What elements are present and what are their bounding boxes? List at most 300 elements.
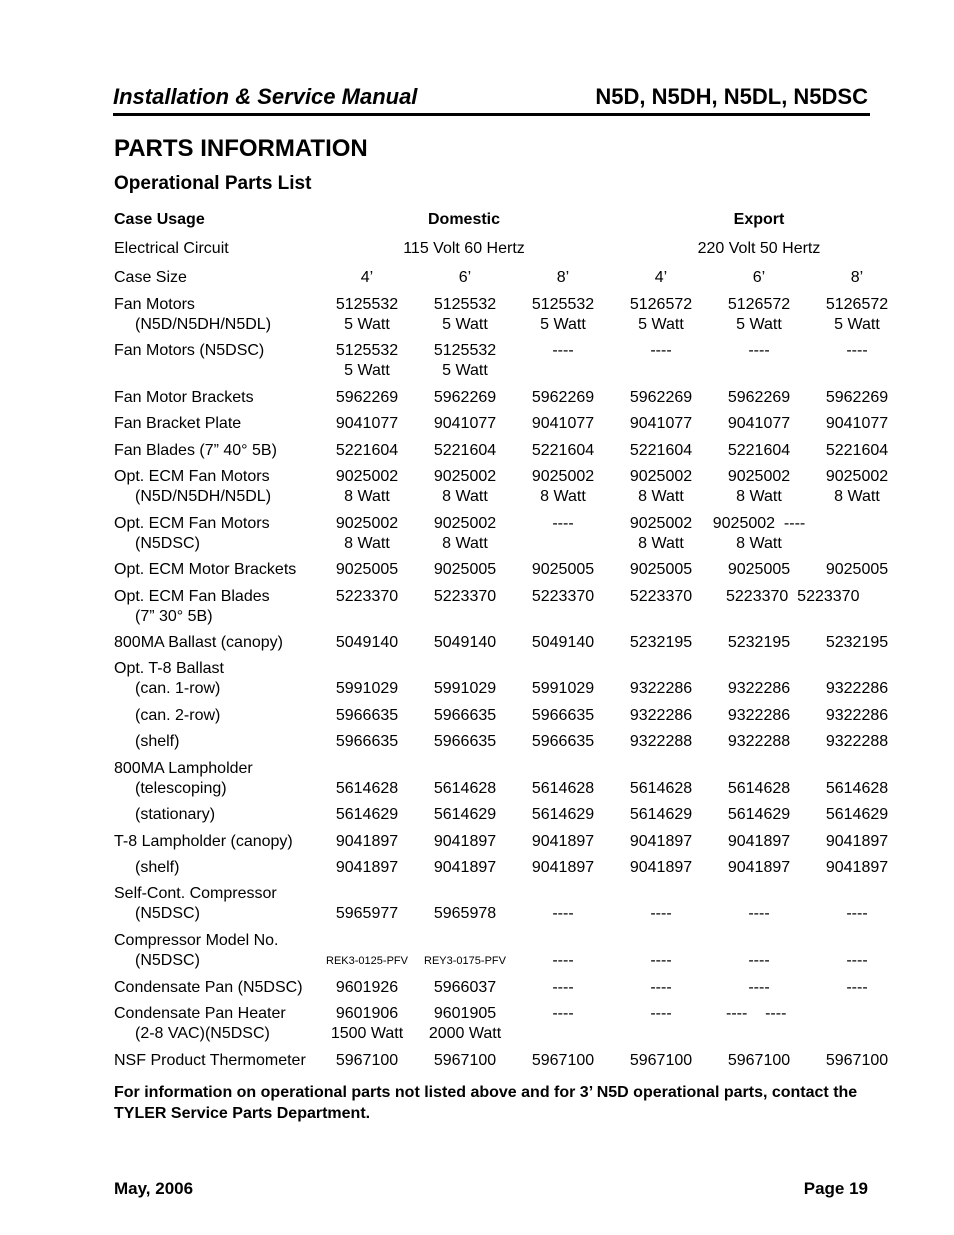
part-number: ----: [552, 515, 574, 532]
part-number-cell: [711, 1004, 822, 1024]
part-number: [319, 884, 415, 904]
part-spec: 5 Watt: [442, 362, 488, 379]
part-number-cell: [319, 659, 415, 699]
part-number-cell: [515, 414, 611, 434]
part-qualifier: (2-8 VAC)(N5DSC): [135, 1025, 270, 1042]
part-number-cell: [613, 295, 709, 335]
part-spec: 8 Watt: [344, 535, 390, 552]
part-number: 5125532: [335, 342, 399, 359]
part-number-cell: [319, 467, 415, 507]
part-number: ----: [552, 1005, 574, 1022]
part-spec: 8 Watt: [736, 488, 782, 505]
part-number: [809, 659, 905, 679]
part-number: 5962269: [727, 389, 791, 406]
part-number-cell: [613, 732, 709, 752]
part-number: 5221604: [727, 442, 791, 459]
part-spec: REY3-0175-PFV: [424, 955, 506, 967]
part-spec: 5 Watt: [540, 316, 586, 333]
part-qualifier: (shelf): [135, 859, 180, 876]
part-number: 9025005: [727, 561, 791, 578]
part-name: Opt. ECM Fan Blades: [114, 588, 270, 605]
part-number: [417, 759, 513, 779]
part-number-cell: [417, 1004, 513, 1044]
part-number-cell: [515, 931, 611, 971]
part-label: [114, 978, 303, 998]
part-number: 5967100: [531, 1052, 595, 1069]
part-number: 9025002: [727, 468, 791, 485]
case-size-cell: 6’: [458, 269, 472, 286]
part-number: [613, 931, 709, 951]
part-number: 9025005: [825, 561, 889, 578]
part-number: [711, 759, 807, 779]
part-spec: 8 Watt: [442, 535, 488, 552]
part-number-cell: [809, 732, 905, 752]
part-name: Opt. ECM Fan Motors: [114, 515, 270, 532]
part-number-cell: [809, 858, 905, 878]
part-number: 9322286: [629, 707, 693, 724]
part-spec: 5965978: [433, 905, 497, 922]
part-number-cell: [319, 560, 415, 580]
case-size-cell: 4’: [654, 269, 668, 286]
part-spec: ----: [650, 952, 672, 969]
part-number-cell: [711, 805, 807, 825]
part-number-cell: [515, 295, 611, 335]
part-number: 9041077: [825, 415, 889, 432]
part-number: 9025002: [433, 515, 497, 532]
part-number: 9041897: [727, 833, 791, 850]
part-label: [114, 467, 271, 507]
part-name: Opt. T-8 Ballast: [114, 660, 224, 677]
part-number: [613, 884, 709, 904]
part-number-cell: [319, 295, 415, 335]
part-number: [809, 1004, 905, 1024]
part-label: [114, 587, 270, 627]
part-number: [417, 931, 513, 951]
part-number: 5967100: [335, 1052, 399, 1069]
part-number-cell: [515, 732, 611, 752]
part-name: T-8 Lampholder (canopy): [114, 833, 293, 850]
part-number: 5049140: [531, 634, 595, 651]
part-number-cell: [613, 633, 709, 653]
part-spec: 5 Watt: [736, 316, 782, 333]
part-number-cell: [613, 858, 709, 878]
part-number: 9041077: [433, 415, 497, 432]
part-number: 5232195: [629, 634, 693, 651]
domestic-circuit: 115 Volt 60 Hertz: [403, 240, 525, 257]
part-number-cell: [417, 414, 513, 434]
part-spec: 5 Watt: [344, 316, 390, 333]
part-number-cell: [711, 633, 807, 653]
case-size-cell: 6’: [752, 269, 766, 286]
part-label: [114, 560, 296, 580]
part-qualifier: (N5D/N5DH/N5DL): [135, 488, 272, 505]
part-number: [613, 759, 709, 779]
part-number: 9025005: [531, 561, 595, 578]
part-spec: 5991029: [433, 680, 497, 697]
part-number: 5614629: [335, 806, 399, 823]
part-number-cell: [319, 633, 415, 653]
part-number: 5967100: [629, 1052, 693, 1069]
part-number: 5967100: [727, 1052, 791, 1069]
part-number: 5962269: [531, 389, 595, 406]
part-spec: 5 Watt: [638, 316, 684, 333]
part-number-cell: [711, 560, 807, 580]
part-number: 5126572: [825, 296, 889, 313]
part-number: 9041897: [335, 833, 399, 850]
case-size-label: Case Size: [114, 269, 187, 286]
part-number-cell: [319, 759, 415, 799]
part-number-cell: [515, 706, 611, 726]
part-number-cell: [809, 759, 905, 799]
part-label: [114, 341, 264, 361]
part-number-cell: [809, 388, 905, 408]
part-number-cell: [711, 931, 807, 971]
part-number: 9322288: [727, 733, 791, 750]
part-number-cell: [711, 759, 807, 799]
part-spec: 5 Watt: [834, 316, 880, 333]
part-number: 5966635: [531, 707, 595, 724]
part-number-cell: [613, 759, 709, 799]
part-number-cell: [711, 341, 807, 361]
part-number-cell: [613, 441, 709, 461]
part-number-cell: [613, 341, 709, 361]
part-number-cell: [319, 514, 415, 554]
part-number: 9025002: [629, 515, 693, 532]
part-name: Fan Blades (7” 40° 5B): [114, 442, 277, 459]
part-number-cell: [417, 659, 513, 699]
part-number: 5125532: [531, 296, 595, 313]
footer-date: May, 2006: [114, 1179, 194, 1198]
page-header: [113, 82, 870, 116]
part-spec: REK3-0125-PFV: [326, 955, 408, 967]
part-number: 5221604: [825, 442, 889, 459]
part-number-cell: [417, 341, 513, 381]
part-number-cell: [417, 832, 513, 852]
part-number-cell: [711, 884, 807, 924]
part-number: 9041897: [433, 859, 497, 876]
part-spec: 8 Watt: [834, 488, 880, 505]
part-label: [114, 414, 241, 434]
part-number-cell: [515, 805, 611, 825]
part-number: 9601906: [335, 1005, 399, 1022]
part-number: 5966635: [531, 733, 595, 750]
part-number-cell: [319, 1051, 415, 1071]
part-number-cell: [711, 858, 807, 878]
part-number-cell: [417, 805, 513, 825]
part-number: 5223370 5223370: [726, 588, 860, 605]
part-number-cell: [515, 467, 611, 507]
part-number: 9025005: [335, 561, 399, 578]
part-label: [114, 633, 283, 653]
part-number-cell: [809, 587, 905, 607]
part-number: 9025005: [433, 561, 497, 578]
case-size-cell: 4’: [360, 269, 374, 286]
part-number-cell: [319, 732, 415, 752]
part-spec: ----: [846, 952, 868, 969]
part-number: 5125532: [433, 342, 497, 359]
part-label: [114, 295, 271, 335]
part-number-cell: [809, 341, 905, 361]
part-number-cell: [613, 560, 709, 580]
part-number-cell: [417, 633, 513, 653]
part-number: 5614629: [433, 806, 497, 823]
part-name: Condensate Pan (N5DSC): [114, 979, 303, 996]
part-number-cell: [809, 978, 905, 998]
part-number-cell: [613, 587, 709, 607]
part-number-cell: [417, 467, 513, 507]
part-qualifier: (can. 1-row): [135, 680, 221, 697]
part-label: [114, 732, 179, 752]
part-name: Self-Cont. Compressor: [114, 885, 277, 902]
part-number: [319, 931, 415, 951]
part-number: 9041897: [629, 833, 693, 850]
part-number-cell: [711, 587, 860, 607]
part-number-cell: [809, 514, 905, 534]
part-number: 9322286: [825, 707, 889, 724]
part-name: Compressor Model No.: [114, 932, 279, 949]
domestic-heading: Domestic: [427, 211, 501, 228]
part-number-cell: [515, 884, 611, 924]
case-size-cell: 8’: [850, 269, 864, 286]
part-label: [114, 832, 293, 852]
part-number: [711, 884, 807, 904]
part-number-cell: [515, 560, 611, 580]
part-spec: 5614628: [335, 780, 399, 797]
part-number: ----: [650, 1005, 672, 1022]
part-number-cell: [613, 805, 709, 825]
part-number-cell: [417, 978, 513, 998]
part-number: 5223370: [335, 588, 399, 605]
part-number: [809, 587, 905, 607]
part-number-cell: [711, 706, 807, 726]
part-spec: 8 Watt: [540, 488, 586, 505]
part-number-cell: [417, 587, 513, 607]
part-qualifier: (stationary): [135, 806, 216, 823]
part-number-cell: [319, 805, 415, 825]
part-label: [114, 884, 277, 924]
part-spec: 9322286: [825, 680, 889, 697]
part-number-cell: [319, 884, 415, 924]
part-number: [515, 931, 611, 951]
part-number: 9041897: [825, 833, 889, 850]
part-spec: 8 Watt: [638, 488, 684, 505]
part-number: 5962269: [433, 389, 497, 406]
part-number-cell: [319, 1004, 415, 1044]
part-number: [711, 931, 807, 951]
part-number: ----: [846, 342, 868, 359]
part-number-cell: [711, 414, 807, 434]
part-label: [114, 1051, 306, 1071]
part-number: 5966635: [433, 707, 497, 724]
part-number-cell: [613, 414, 709, 434]
part-number-cell: [711, 832, 807, 852]
part-number-cell: [809, 560, 905, 580]
part-number-cell: [515, 858, 611, 878]
part-number: 9041077: [727, 415, 791, 432]
part-number-cell: [809, 931, 905, 971]
part-number: 9025002: [629, 468, 693, 485]
part-spec: 5991029: [531, 680, 595, 697]
part-number: ----: [846, 979, 868, 996]
part-number-cell: [711, 659, 807, 699]
part-number-cell: [809, 884, 905, 924]
part-spec: ----: [748, 952, 770, 969]
part-name: Fan Bracket Plate: [114, 415, 242, 432]
part-label: [114, 858, 179, 878]
part-number: 5232195: [727, 634, 791, 651]
part-number-cell: [319, 388, 415, 408]
part-qualifier: (shelf): [135, 733, 180, 750]
electrical-circuit-label: Electrical Circuit: [114, 240, 229, 257]
part-number: 9041077: [335, 415, 399, 432]
part-name: Fan Motors: [114, 296, 195, 313]
part-spec: ----: [552, 905, 574, 922]
part-number: 5966635: [335, 707, 399, 724]
part-number-cell: [319, 978, 415, 998]
part-qualifier: (can. 2-row): [135, 707, 221, 724]
part-number: 9322286: [727, 707, 791, 724]
part-number-cell: [319, 587, 415, 607]
part-number: [809, 759, 905, 779]
part-number-cell: [809, 832, 905, 852]
part-spec: 9322286: [629, 680, 693, 697]
part-number: 5962269: [629, 389, 693, 406]
part-spec: 5614628: [433, 780, 497, 797]
part-number: 5614629: [629, 806, 693, 823]
part-name: Fan Motors (N5DSC): [114, 342, 265, 359]
model-numbers: N5D, N5DH, N5DL, N5DSC: [595, 84, 868, 109]
part-number: [515, 759, 611, 779]
part-number-cell: [809, 805, 905, 825]
part-number: 9041077: [531, 415, 595, 432]
part-spec: ----: [846, 905, 868, 922]
part-number: 9025002: [335, 515, 399, 532]
part-number: ---- ----: [726, 1005, 787, 1022]
part-number: 5221604: [629, 442, 693, 459]
subsection-title: Operational Parts List: [114, 173, 312, 194]
part-spec: 8 Watt: [442, 488, 488, 505]
part-number-cell: [613, 884, 709, 924]
part-number: 9041077: [629, 415, 693, 432]
part-number-cell: [613, 388, 709, 408]
part-number-cell: [417, 441, 513, 461]
part-number: 9322288: [825, 733, 889, 750]
part-number: [809, 514, 905, 534]
part-number-cell: [417, 295, 513, 335]
part-name: 800MA Ballast (canopy): [114, 634, 283, 651]
part-number: 9041897: [335, 859, 399, 876]
part-number-cell: [319, 858, 415, 878]
part-number-cell: [417, 931, 513, 971]
footer-page-number: Page 19: [803, 1179, 868, 1198]
part-number: 5221604: [433, 442, 497, 459]
part-number-cell: [809, 1004, 905, 1024]
part-number: 9025002: [531, 468, 595, 485]
part-number: [711, 659, 807, 679]
part-number-cell: [515, 1004, 611, 1024]
part-label: [114, 805, 215, 825]
part-number-cell: [417, 514, 513, 554]
part-label: [114, 706, 220, 726]
part-number-cell: [417, 884, 513, 924]
part-number-cell: [515, 759, 611, 799]
part-label: [114, 441, 277, 461]
part-number: 9041897: [629, 859, 693, 876]
part-spec: ----: [650, 905, 672, 922]
part-number: 5126572: [727, 296, 791, 313]
part-number-cell: [515, 1051, 611, 1071]
part-number-cell: [613, 514, 709, 554]
part-number: 9041897: [531, 833, 595, 850]
part-number-cell: [613, 978, 709, 998]
part-number-cell: [417, 759, 513, 799]
part-number-cell: [711, 467, 807, 507]
part-number-cell: [809, 295, 905, 335]
part-spec: 8 Watt: [736, 535, 782, 552]
part-number-cell: [319, 706, 415, 726]
part-number: 5966037: [433, 979, 497, 996]
part-number: 5614629: [727, 806, 791, 823]
part-name: NSF Product Thermometer: [114, 1052, 306, 1069]
part-number-cell: [319, 832, 415, 852]
part-number-cell: [515, 341, 611, 361]
part-spec: ----: [748, 905, 770, 922]
part-number: [417, 884, 513, 904]
part-number: 5223370: [433, 588, 497, 605]
part-number: [417, 659, 513, 679]
part-number: 9025002: [335, 468, 399, 485]
part-number-cell: [613, 706, 709, 726]
part-number-cell: [711, 1051, 807, 1071]
part-number-cell: [515, 587, 611, 607]
part-number-cell: [417, 706, 513, 726]
part-name: 800MA Lampholder: [114, 760, 253, 777]
part-label: [114, 931, 279, 971]
part-number-cell: [711, 388, 807, 408]
part-spec: 2000 Watt: [428, 1025, 502, 1042]
part-spec: 5 Watt: [442, 316, 488, 333]
part-spec: 5614628: [727, 780, 791, 797]
part-number-cell: [319, 441, 415, 461]
part-number: 5967100: [825, 1052, 889, 1069]
part-number: 5967100: [433, 1052, 497, 1069]
part-number-cell: [711, 441, 807, 461]
part-number: 5614629: [825, 806, 889, 823]
part-qualifier: (N5DSC): [135, 905, 200, 922]
part-number: 5614629: [531, 806, 595, 823]
part-number: [319, 759, 415, 779]
case-usage-label: Case Usage: [114, 211, 205, 228]
part-number: 5232195: [825, 634, 889, 651]
part-number-cell: [711, 295, 807, 335]
part-number-cell: [613, 931, 709, 971]
part-number: 5049140: [335, 634, 399, 651]
part-qualifier: (telescoping): [135, 780, 227, 797]
part-spec: 8 Watt: [344, 488, 390, 505]
part-number: 5962269: [825, 389, 889, 406]
part-label: [114, 759, 253, 799]
part-name: Opt. ECM Fan Motors: [114, 468, 270, 485]
part-number: 9025005: [629, 561, 693, 578]
part-number: [809, 884, 905, 904]
part-number: [613, 659, 709, 679]
part-number: 9025002: [433, 468, 497, 485]
part-number-cell: [515, 832, 611, 852]
part-number-cell: [809, 659, 905, 699]
part-number: 5223370: [629, 588, 693, 605]
part-number-cell: [515, 633, 611, 653]
part-number: 5962269: [335, 389, 399, 406]
